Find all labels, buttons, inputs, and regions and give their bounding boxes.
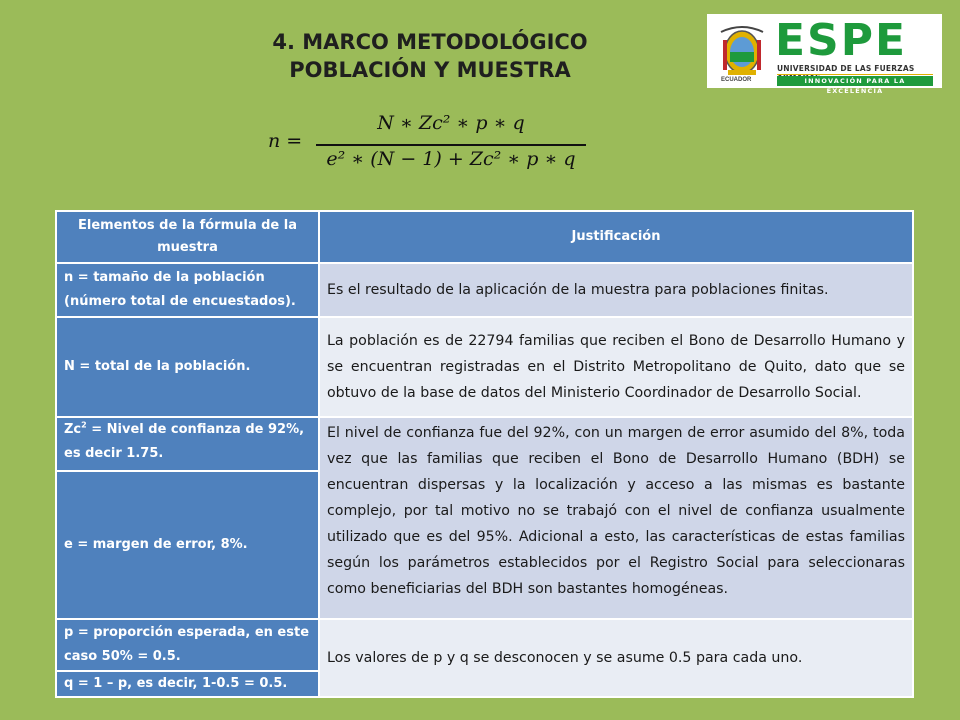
formula-denominator: e² ∗ (N − 1) + Zc² ∗ p ∗ q xyxy=(326,148,576,170)
emblem-caption: ECUADOR xyxy=(721,77,752,83)
header-justification: Justificación xyxy=(319,211,913,263)
table-row xyxy=(56,263,913,317)
justification-pq: Los valores de p y q se desconocen y se asume 0.5 para cada uno. xyxy=(319,619,913,697)
justification-N: La población es de 22794 familias que reciben el Bono de Desarrollo Humano y se encuentran registradas en el Distrito Metropolitano de Quito, dato que se obtuvo de la base de datos del Ministerio Coordinador de Desarrollo Social. xyxy=(319,317,913,417)
logo-brand: ESPE xyxy=(775,15,908,66)
fraction-bar xyxy=(316,144,586,146)
header-elements: Elementos de la fórmula de la muestra xyxy=(56,211,319,263)
table-row xyxy=(56,619,913,671)
table-row xyxy=(56,417,913,471)
table-row xyxy=(56,317,913,417)
espe-logo xyxy=(707,14,942,95)
sample-size-formula xyxy=(268,108,598,178)
zc-superscript: 2 xyxy=(81,420,87,430)
formula-lhs: n = xyxy=(268,130,303,152)
formula-numerator: N ∗ Zc² ∗ p ∗ q xyxy=(377,112,525,134)
coat-of-arms-icon xyxy=(717,22,767,80)
logo-tagline: INNOVACIÓN PARA LA EXCELENCIA xyxy=(777,76,933,86)
table-header-row xyxy=(56,211,913,263)
slide-title xyxy=(250,28,610,84)
logo-divider xyxy=(777,74,933,75)
justification-confidence: El nivel de confianza fue del 92%, con un margen de error asumido del 8%, toda vez que las familias que reciben el Bono de Desarrollo Humano (BDH) se encuentran dispersas y la localización y acceso a las mismas es bastante complejo, por tal motivo no se trabajó con el nivel de confianza usualmente utilizado que es del 95%. Adicional a esto, las características de estas familias según los parámetros establecidos por el Registro Social para seleccionaras como beneficiarias del BDH son bastantes homogéneas. xyxy=(319,417,913,619)
logo-subtitle: UNIVERSIDAD DE LAS FUERZAS xyxy=(777,64,915,73)
element-q: q = 1 – p, es decir, 1-0.5 = 0.5. xyxy=(56,671,319,697)
title-line-1: 4. MARCO METODOLÓGICO xyxy=(272,30,588,54)
zc-rest: = Nivel de confianza de 92%, es decir 1.75. xyxy=(64,422,305,461)
element-N: N = total de la población. xyxy=(56,317,319,417)
justification-n: Es el resultado de la aplicación de la muestra para poblaciones finitas. xyxy=(319,263,913,317)
element-e: e = margen de error, 8%. xyxy=(56,471,319,619)
element-n: n = tamaño de la población (número total de encuestados). xyxy=(56,263,319,317)
element-zc xyxy=(56,417,319,471)
zc-prefix: Zc xyxy=(64,422,82,437)
formula-elements-table xyxy=(55,210,914,698)
title-line-2: POBLACIÓN Y MUESTRA xyxy=(289,58,571,82)
element-p: p = proporción esperada, en este caso 50% = 0.5. xyxy=(56,619,319,671)
